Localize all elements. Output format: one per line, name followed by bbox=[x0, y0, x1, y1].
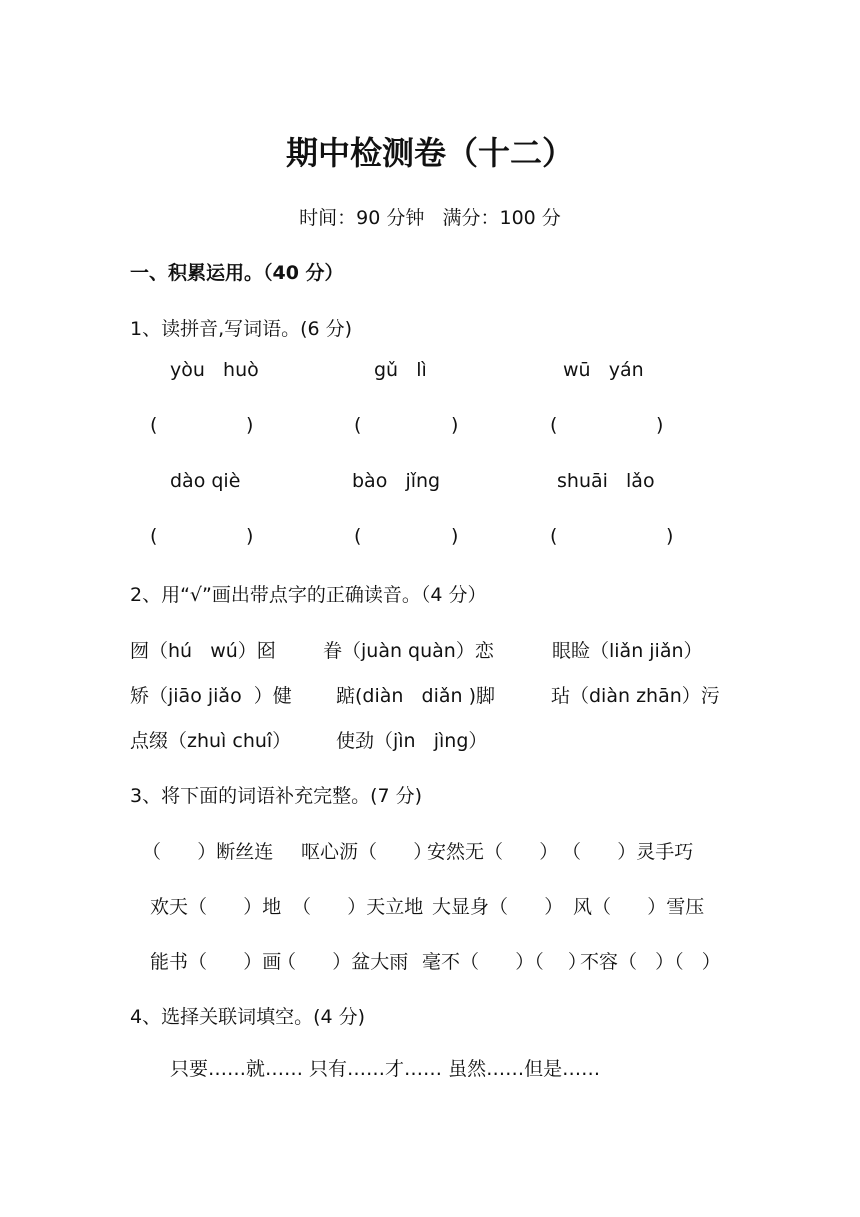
section-heading: 一、积累运用。（40 分） bbox=[130, 262, 344, 284]
answer-blank-close: ) bbox=[451, 525, 459, 547]
conjunction-options: 只要……就…… 只有……才…… 虽然……但是…… bbox=[170, 1058, 601, 1080]
pronunciation-item: 点缀（zhuì chuî） bbox=[130, 730, 292, 752]
idiom-blank: 大显身（ ） bbox=[432, 896, 564, 918]
idiom-blank: 能书（ ）画 bbox=[150, 951, 282, 973]
idiom-blank: （ ）盆大雨 bbox=[277, 951, 409, 973]
answer-blank-open: ( bbox=[354, 525, 362, 547]
idiom-blank: 风（ ）雪压 bbox=[573, 896, 705, 918]
page-title: 期中检测卷（十二） bbox=[285, 134, 574, 172]
pinyin-6: shuāi lǎo bbox=[557, 470, 655, 492]
pronunciation-item: 踮(diàn diǎn )脚 bbox=[336, 685, 496, 707]
answer-blank-open: ( bbox=[550, 414, 558, 436]
answer-blank-open: ( bbox=[354, 414, 362, 436]
pinyin-2: gǔ lì bbox=[374, 359, 427, 381]
answer-blank-close: ) bbox=[246, 414, 254, 436]
question-1-heading: 1、读拼音,写词语。(6 分) bbox=[130, 318, 353, 340]
answer-blank-close: ) bbox=[656, 414, 664, 436]
pinyin-1: yòu huò bbox=[170, 359, 259, 381]
answer-blank-close: ) bbox=[451, 414, 459, 436]
pronunciation-item: 矫（jiāo jiǎo ）健 bbox=[130, 685, 292, 707]
question-2-heading: 2、用“√”画出带点字的正确读音。（4 分） bbox=[130, 584, 487, 606]
idiom-blank: （ ）天立地 bbox=[292, 896, 424, 918]
idiom-blank: （ ）断丝连 bbox=[142, 841, 274, 863]
pronunciation-item: 眼睑（liǎn jiǎn） bbox=[552, 640, 703, 662]
answer-blank-open: ( bbox=[150, 414, 158, 436]
pinyin-3: wū yán bbox=[563, 359, 644, 381]
pronunciation-item: 使劲（jìn jìng） bbox=[336, 730, 488, 752]
idiom-blank: 欢天（ ）地 bbox=[150, 896, 282, 918]
pinyin-4: dào qiè bbox=[170, 470, 241, 492]
pinyin-5: bào jǐng bbox=[352, 470, 441, 492]
idiom-blank: （ ）灵手巧 bbox=[562, 841, 694, 863]
answer-blank-close: ) bbox=[246, 525, 254, 547]
answer-blank-open: ( bbox=[550, 525, 558, 547]
idiom-blank: 不容（ ）（ ） bbox=[580, 951, 721, 973]
answer-blank-open: ( bbox=[150, 525, 158, 547]
answer-blank-close: ) bbox=[666, 525, 674, 547]
pronunciation-item: 眷（juàn quàn）恋 bbox=[323, 640, 494, 662]
exam-info: 时间：90 分钟 满分：100 分 bbox=[299, 207, 561, 229]
idiom-blank: 呕心沥（ ） bbox=[301, 841, 433, 863]
idiom-blank: 毫不（ ）（ ） bbox=[422, 951, 587, 973]
idiom-blank: 安然无（ ） bbox=[427, 841, 559, 863]
pronunciation-item: 囫（hú wú）囵 bbox=[130, 640, 276, 662]
pronunciation-item: 玷（diàn zhān）污 bbox=[551, 685, 720, 707]
question-4-heading: 4、选择关联词填空。(4 分) bbox=[130, 1006, 366, 1028]
question-3-heading: 3、将下面的词语补充完整。(7 分) bbox=[130, 785, 423, 807]
